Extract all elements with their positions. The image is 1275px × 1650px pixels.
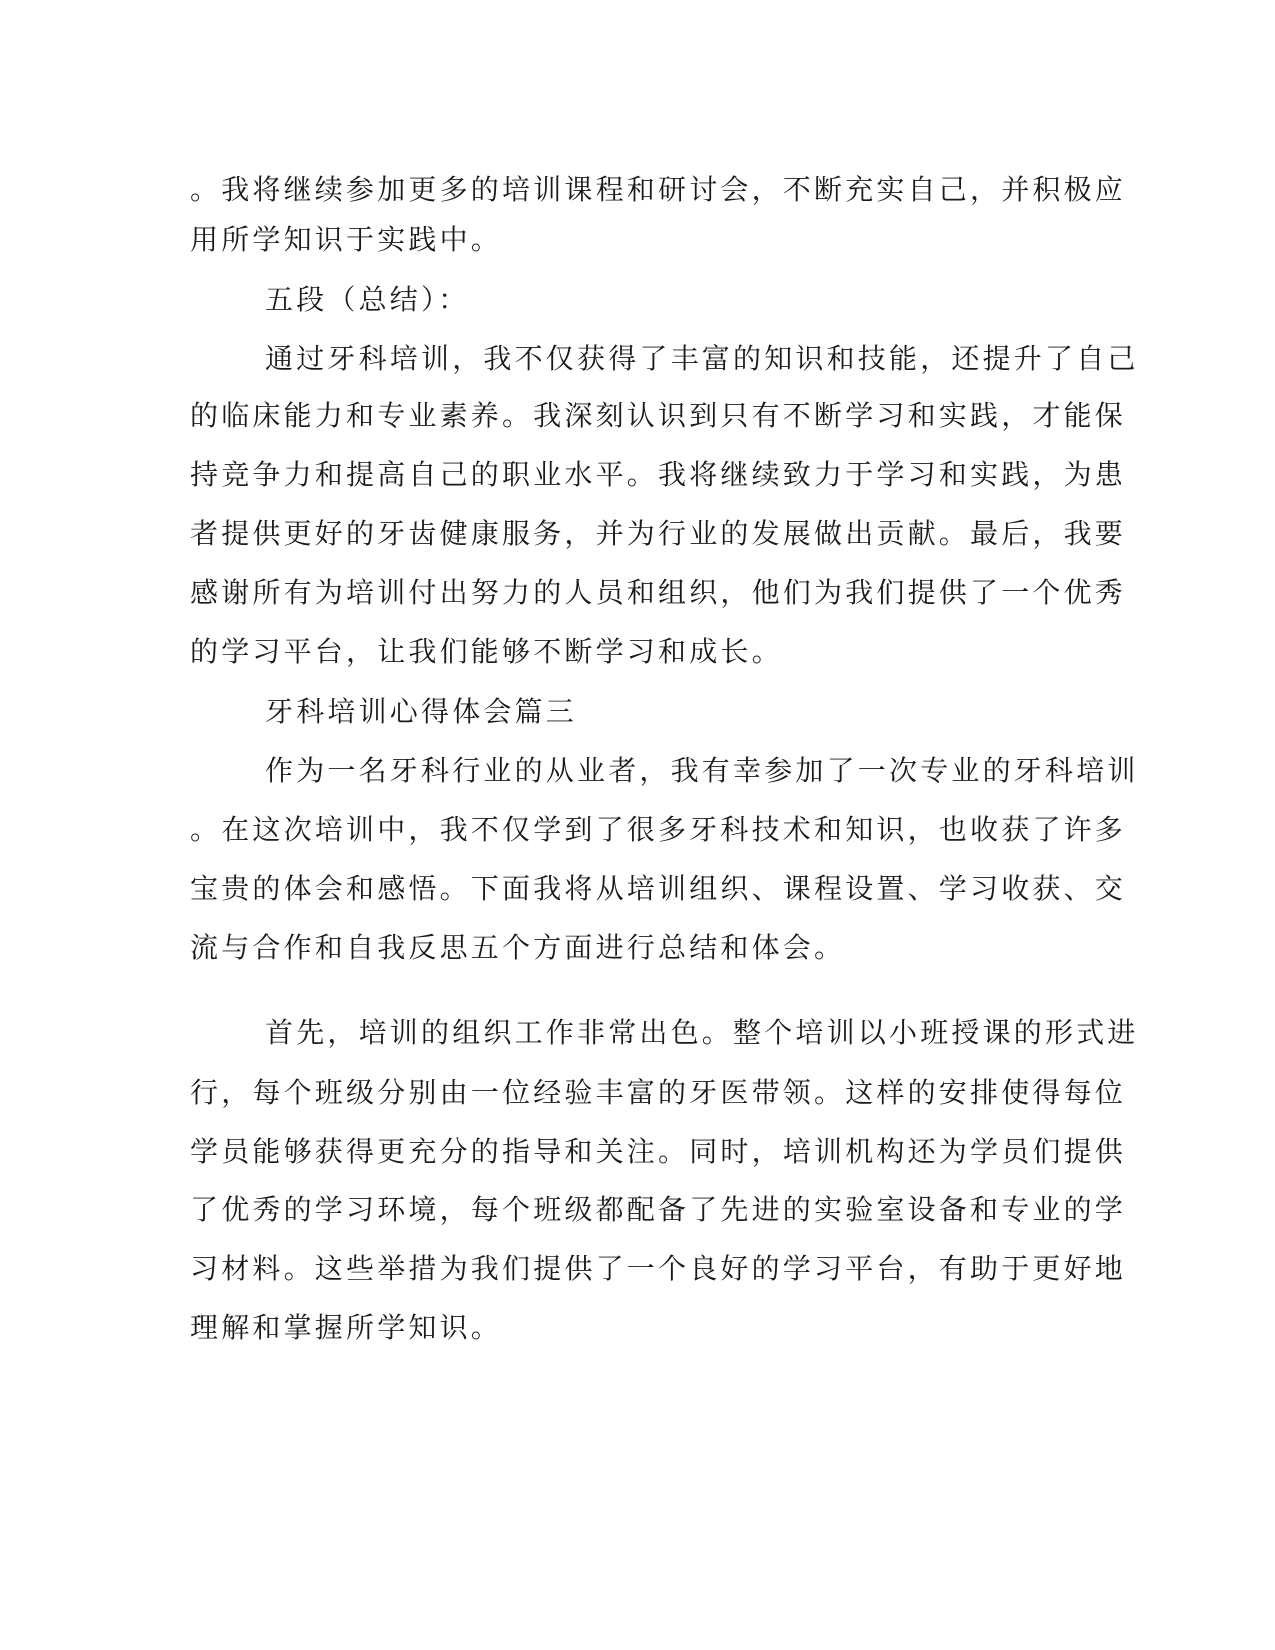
text-line: 学员能够获得更充分的指导和关注。同时，培训机构还为学员们提供 [190,1135,1127,1168]
text-line: 流与合作和自我反思五个方面进行总结和体会。 [190,931,846,964]
text-line: 。我将继续参加更多的培训课程和研讨会，不断充实自己，并积极应 [190,173,1127,206]
text-line: 的临床能力和专业素养。我深刻认识到只有不断学习和实践，才能保 [190,399,1127,432]
text-line: 行，每个班级分别由一位经验丰富的牙医带领。这样的安排使得每位 [190,1076,1127,1109]
text-line: 感谢所有为培训付出努力的人员和组织，他们为我们提供了一个优秀 [190,576,1127,609]
article-heading: 牙科培训心得体会篇三 [265,695,578,728]
text-line: 习材料。这些举措为我们提供了一个良好的学习平台，有助于更好地 [190,1252,1127,1285]
text-line: 首先，培训的组织工作非常出色。整个培训以小班授课的形式进 [265,1016,1139,1049]
text-line: 。在这次培训中，我不仅学到了很多牙科技术和知识，也收获了许多 [190,813,1127,846]
text-line: 作为一名牙科行业的从业者，我有幸参加了一次专业的牙科培训 [265,754,1139,787]
text-line: 用所学知识于实践中。 [190,223,503,256]
text-line: 持竞争力和提高自己的职业水平。我将继续致力于学习和实践，为患 [190,458,1127,491]
text-line: 的学习平台，让我们能够不断学习和成长。 [190,635,783,668]
text-line: 者提供更好的牙齿健康服务，并为行业的发展做出贡献。最后，我要 [190,517,1127,550]
text-line: 宝贵的体会和感悟。下面我将从培训组织、课程设置、学习收获、交 [190,872,1127,905]
text-line: 通过牙科培训，我不仅获得了丰富的知识和技能，还提升了自己 [265,342,1139,375]
section-heading: 五段（总结）： [265,283,470,316]
text-line: 了优秀的学习环境，每个班级都配备了先进的实验室设备和专业的学 [190,1193,1127,1226]
text-line: 理解和掌握所学知识。 [190,1311,503,1344]
